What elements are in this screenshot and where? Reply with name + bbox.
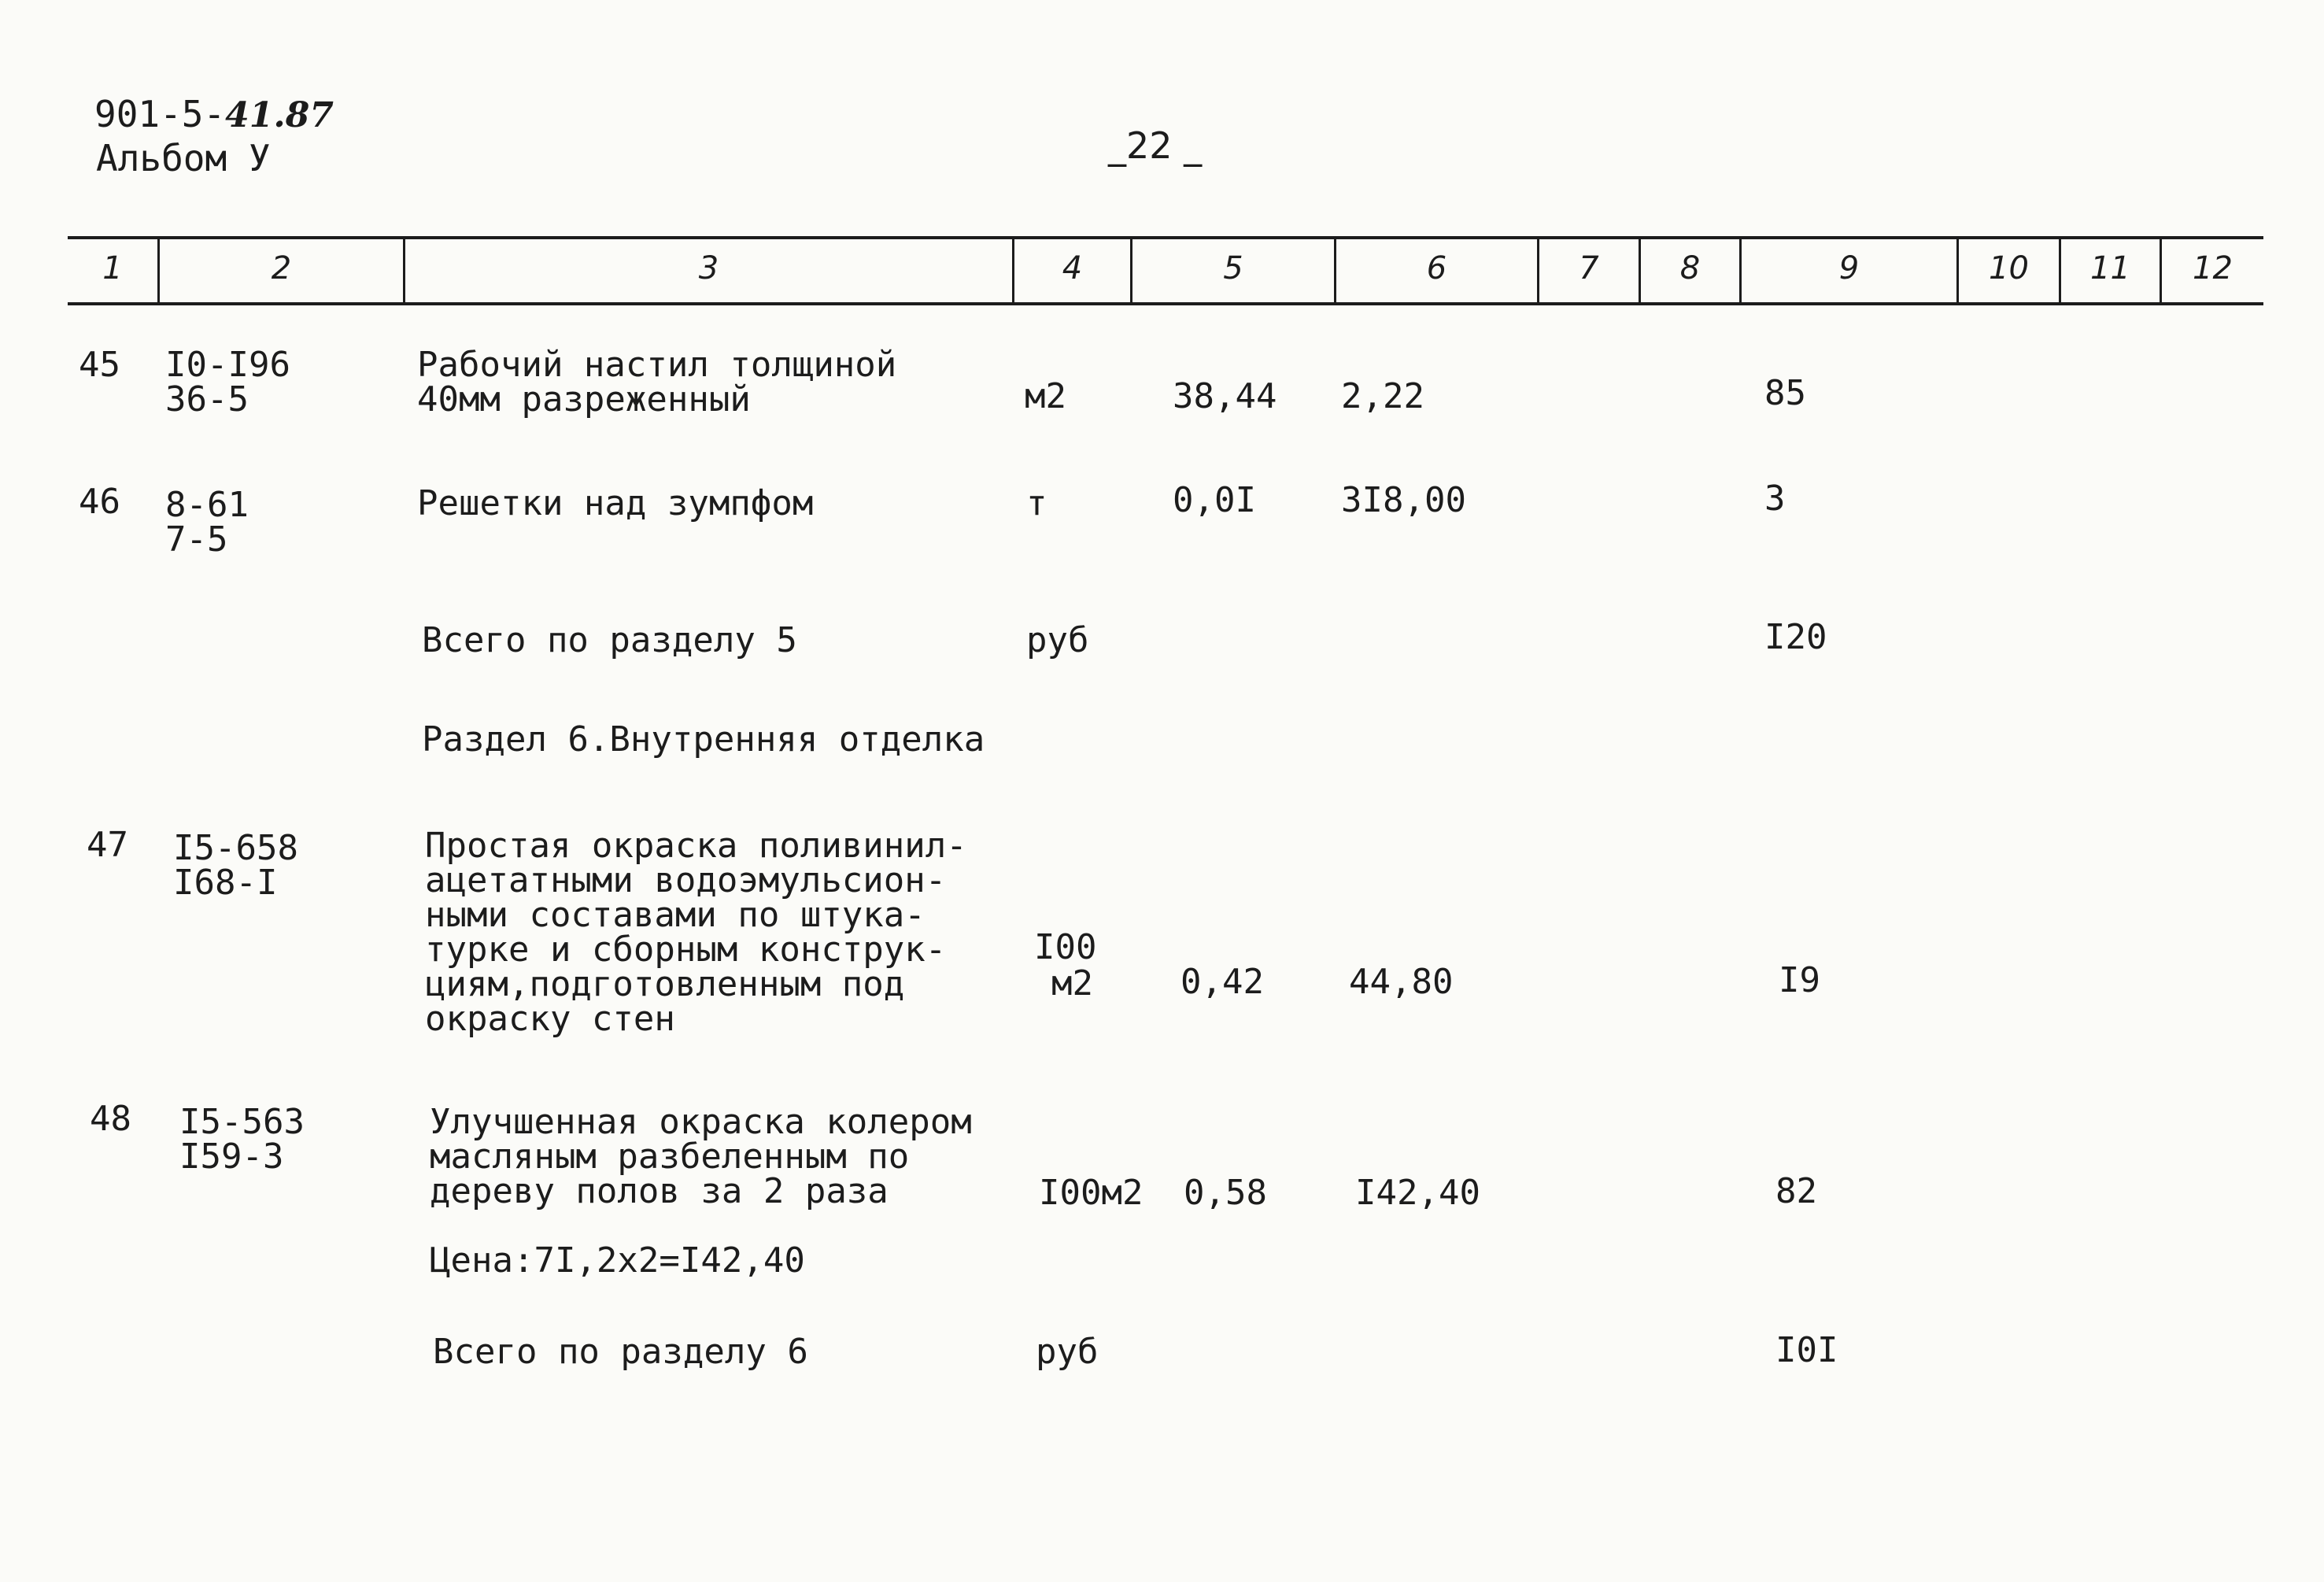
total-cost: I20 bbox=[1764, 617, 1827, 657]
document-code-handwritten: 41.87 bbox=[225, 95, 334, 135]
unit-price: 44,80 bbox=[1349, 962, 1454, 1002]
section-total-label: Всего по разделу 6 bbox=[433, 1332, 808, 1372]
unit: м2 bbox=[1051, 963, 1093, 1004]
album-label: Альбом У bbox=[96, 137, 271, 179]
unit-price: 3I8,00 bbox=[1341, 480, 1466, 520]
unit-price: I42,40 bbox=[1355, 1173, 1480, 1213]
row-number: 47 bbox=[87, 825, 128, 865]
norm-code: I5-658 bbox=[173, 828, 298, 868]
page-number: _22 _ bbox=[1108, 124, 1203, 167]
norm-subcode: 7-5 bbox=[165, 519, 228, 560]
norm-subcode: I59-3 bbox=[179, 1137, 284, 1177]
column-header-10: 10 bbox=[1989, 250, 2029, 286]
item-description-line: Рабочий настил толщиной bbox=[417, 345, 897, 385]
norm-code: 8-61 bbox=[165, 485, 249, 525]
total-cost: I0I bbox=[1775, 1330, 1838, 1370]
quantity: 38,44 bbox=[1173, 376, 1277, 416]
unit: руб bbox=[1026, 620, 1089, 660]
item-description-line: масляным разбеленным по bbox=[430, 1137, 910, 1177]
column-header-12: 12 bbox=[2193, 250, 2233, 286]
item-description-line: 40мм разреженный bbox=[417, 379, 751, 420]
column-header-8: 8 bbox=[1679, 250, 1701, 286]
unit: I00м2 bbox=[1039, 1173, 1144, 1213]
unit: т bbox=[1026, 483, 1047, 523]
unit: I00 bbox=[1034, 927, 1097, 967]
table-top-rule bbox=[68, 236, 2263, 239]
quantity: 0,42 bbox=[1180, 962, 1264, 1002]
item-description-line: турке и сборным конструк- bbox=[425, 930, 947, 970]
column-header-1: 1 bbox=[102, 250, 123, 286]
norm-subcode: 36-5 bbox=[165, 379, 249, 420]
table-header-bottom-rule bbox=[68, 302, 2263, 305]
column-header-7: 7 bbox=[1579, 250, 1599, 286]
total-cost: 82 bbox=[1775, 1171, 1817, 1211]
item-description-line: окраску стен bbox=[425, 999, 675, 1039]
total-cost: 3 bbox=[1764, 479, 1786, 519]
norm-code: I5-563 bbox=[179, 1102, 305, 1142]
column-header-3: 3 bbox=[698, 250, 719, 286]
norm-subcode: I68-I bbox=[173, 863, 278, 903]
price-calculation-note: Цена:7I,2x2=I42,40 bbox=[430, 1240, 805, 1281]
row-number: 45 bbox=[79, 345, 120, 385]
section-total-label: Всего по разделу 5 bbox=[422, 620, 797, 660]
item-description-line: Улучшенная окраска колером bbox=[430, 1102, 972, 1142]
total-cost: 85 bbox=[1764, 373, 1806, 413]
row-number: 46 bbox=[79, 482, 120, 522]
item-description-line: Простая окраска поливинил- bbox=[425, 826, 967, 866]
unit: руб bbox=[1036, 1332, 1099, 1372]
column-header-6: 6 bbox=[1426, 250, 1447, 286]
quantity: 0,0I bbox=[1173, 480, 1256, 520]
total-cost: I9 bbox=[1779, 960, 1820, 1000]
item-description-line: циям,подготовленным под bbox=[425, 964, 905, 1004]
unit-price: 2,22 bbox=[1341, 376, 1424, 416]
column-header-9: 9 bbox=[1838, 250, 1860, 286]
item-description-line: ными составами по штука- bbox=[425, 895, 926, 935]
item-description-line: Решетки над зумпфом bbox=[417, 483, 814, 523]
column-header-4: 4 bbox=[1062, 250, 1083, 286]
section-heading: Раздел 6.Внутренняя отделка bbox=[422, 719, 985, 760]
item-description-line: дереву полов за 2 раза bbox=[430, 1171, 889, 1211]
column-header-2: 2 bbox=[271, 250, 292, 286]
norm-code: I0-I96 bbox=[165, 345, 290, 385]
document-code bbox=[94, 93, 334, 135]
row-number: 48 bbox=[90, 1099, 131, 1139]
item-description-line: ацетатными водоэмульсион- bbox=[425, 860, 947, 900]
column-header-5: 5 bbox=[1223, 250, 1243, 286]
document-code-printed: 901-5- bbox=[94, 93, 226, 135]
unit: м2 bbox=[1025, 376, 1066, 416]
column-header-11: 11 bbox=[2090, 250, 2130, 286]
quantity: 0,58 bbox=[1184, 1173, 1267, 1213]
